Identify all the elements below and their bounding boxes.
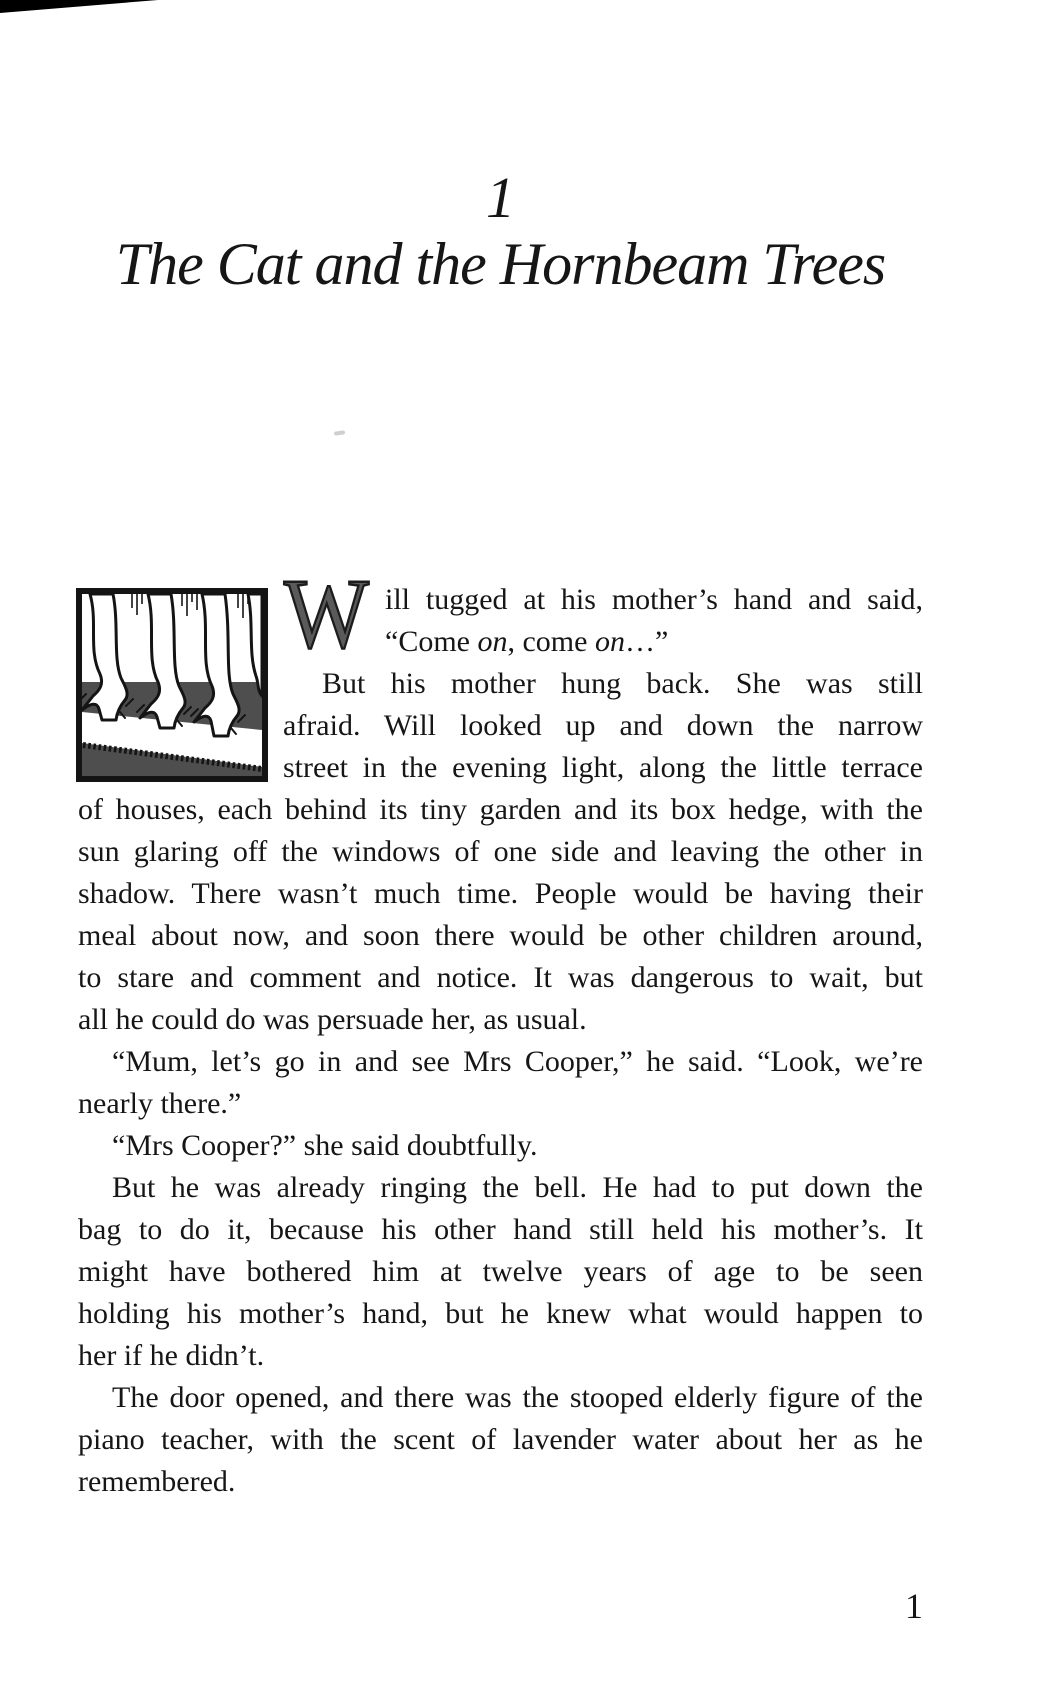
text-line bbox=[78, 999, 923, 1041]
text-run: meal about now, and soon there would be other children around, bbox=[78, 919, 923, 952]
text-line bbox=[78, 663, 923, 705]
text-line bbox=[78, 747, 923, 789]
text-line bbox=[78, 789, 923, 831]
dropcap-letter: W bbox=[284, 558, 369, 669]
text-run: , come bbox=[507, 625, 595, 658]
text-run: …” bbox=[624, 625, 669, 658]
text-run: might have bothered him at twelve years of age to be seen bbox=[78, 1255, 923, 1288]
text-run: street in the evening light, along the little terrace bbox=[283, 751, 923, 784]
text-line bbox=[78, 621, 923, 663]
text-line bbox=[78, 1419, 923, 1461]
text-run: “Mrs Cooper?” she said doubtfully. bbox=[112, 1129, 538, 1162]
text-run: “Mum, let’s go in and see Mrs Cooper,” he said. “Look, we’re bbox=[112, 1045, 923, 1078]
text-line bbox=[78, 579, 923, 621]
text-run: on bbox=[594, 625, 625, 658]
text-run: piano teacher, with the scent of lavender water about her as he bbox=[78, 1423, 923, 1456]
text-run: bag to do it, because his other hand still held his mother’s. It bbox=[78, 1213, 923, 1246]
text-line bbox=[78, 1293, 923, 1335]
scan-artifact-speck bbox=[334, 430, 345, 435]
text-line bbox=[78, 1167, 923, 1209]
text-run: all he could do was persuade her, as usual. bbox=[78, 1003, 587, 1036]
text-line bbox=[78, 1041, 923, 1083]
text-run: her if he didn’t. bbox=[78, 1339, 265, 1372]
text-run: remembered. bbox=[78, 1465, 236, 1498]
text-line bbox=[78, 957, 923, 999]
text-run: sun glaring off the windows of one side and leaving the other in bbox=[78, 835, 923, 868]
text-run: to stare and comment and notice. It was dangerous to wait, but bbox=[78, 961, 923, 994]
text-line bbox=[78, 873, 923, 915]
page-number: 1 bbox=[905, 1586, 923, 1626]
text-run: “Come bbox=[385, 625, 478, 658]
text-run: ill tugged at his mother’s hand and said, bbox=[385, 583, 923, 616]
text-run: The door opened, and there was the stooped elderly figure of the bbox=[112, 1381, 923, 1414]
text-line bbox=[78, 1335, 923, 1377]
scan-artifact-top-wedge bbox=[0, 0, 158, 13]
text-run: of houses, each behind its tiny garden and its box hedge, with the bbox=[78, 793, 923, 826]
text-line bbox=[78, 1209, 923, 1251]
text-run: on bbox=[477, 625, 508, 658]
chapter-number: 1 bbox=[486, 165, 515, 230]
text-line bbox=[78, 1083, 923, 1125]
text-run: But his mother hung back. She was still bbox=[322, 667, 923, 700]
text-run: shadow. There wasn’t much time. People would be having their bbox=[78, 877, 923, 910]
text-run: afraid. Will looked up and down the narrow bbox=[283, 709, 923, 742]
text-line bbox=[78, 705, 923, 747]
text-line bbox=[78, 1377, 923, 1419]
text-line bbox=[78, 831, 923, 873]
text-run: But he was already ringing the bell. He had to put down the bbox=[112, 1171, 923, 1204]
chapter-title: The Cat and the Hornbeam Trees bbox=[115, 231, 886, 297]
body-text bbox=[78, 579, 923, 1503]
text-line bbox=[78, 915, 923, 957]
text-line bbox=[78, 1251, 923, 1293]
text-run: nearly there.” bbox=[78, 1087, 242, 1120]
text-run: holding his mother’s hand, but he knew what would happen to bbox=[78, 1297, 923, 1330]
text-line bbox=[78, 1461, 923, 1503]
text-line bbox=[78, 1125, 923, 1167]
